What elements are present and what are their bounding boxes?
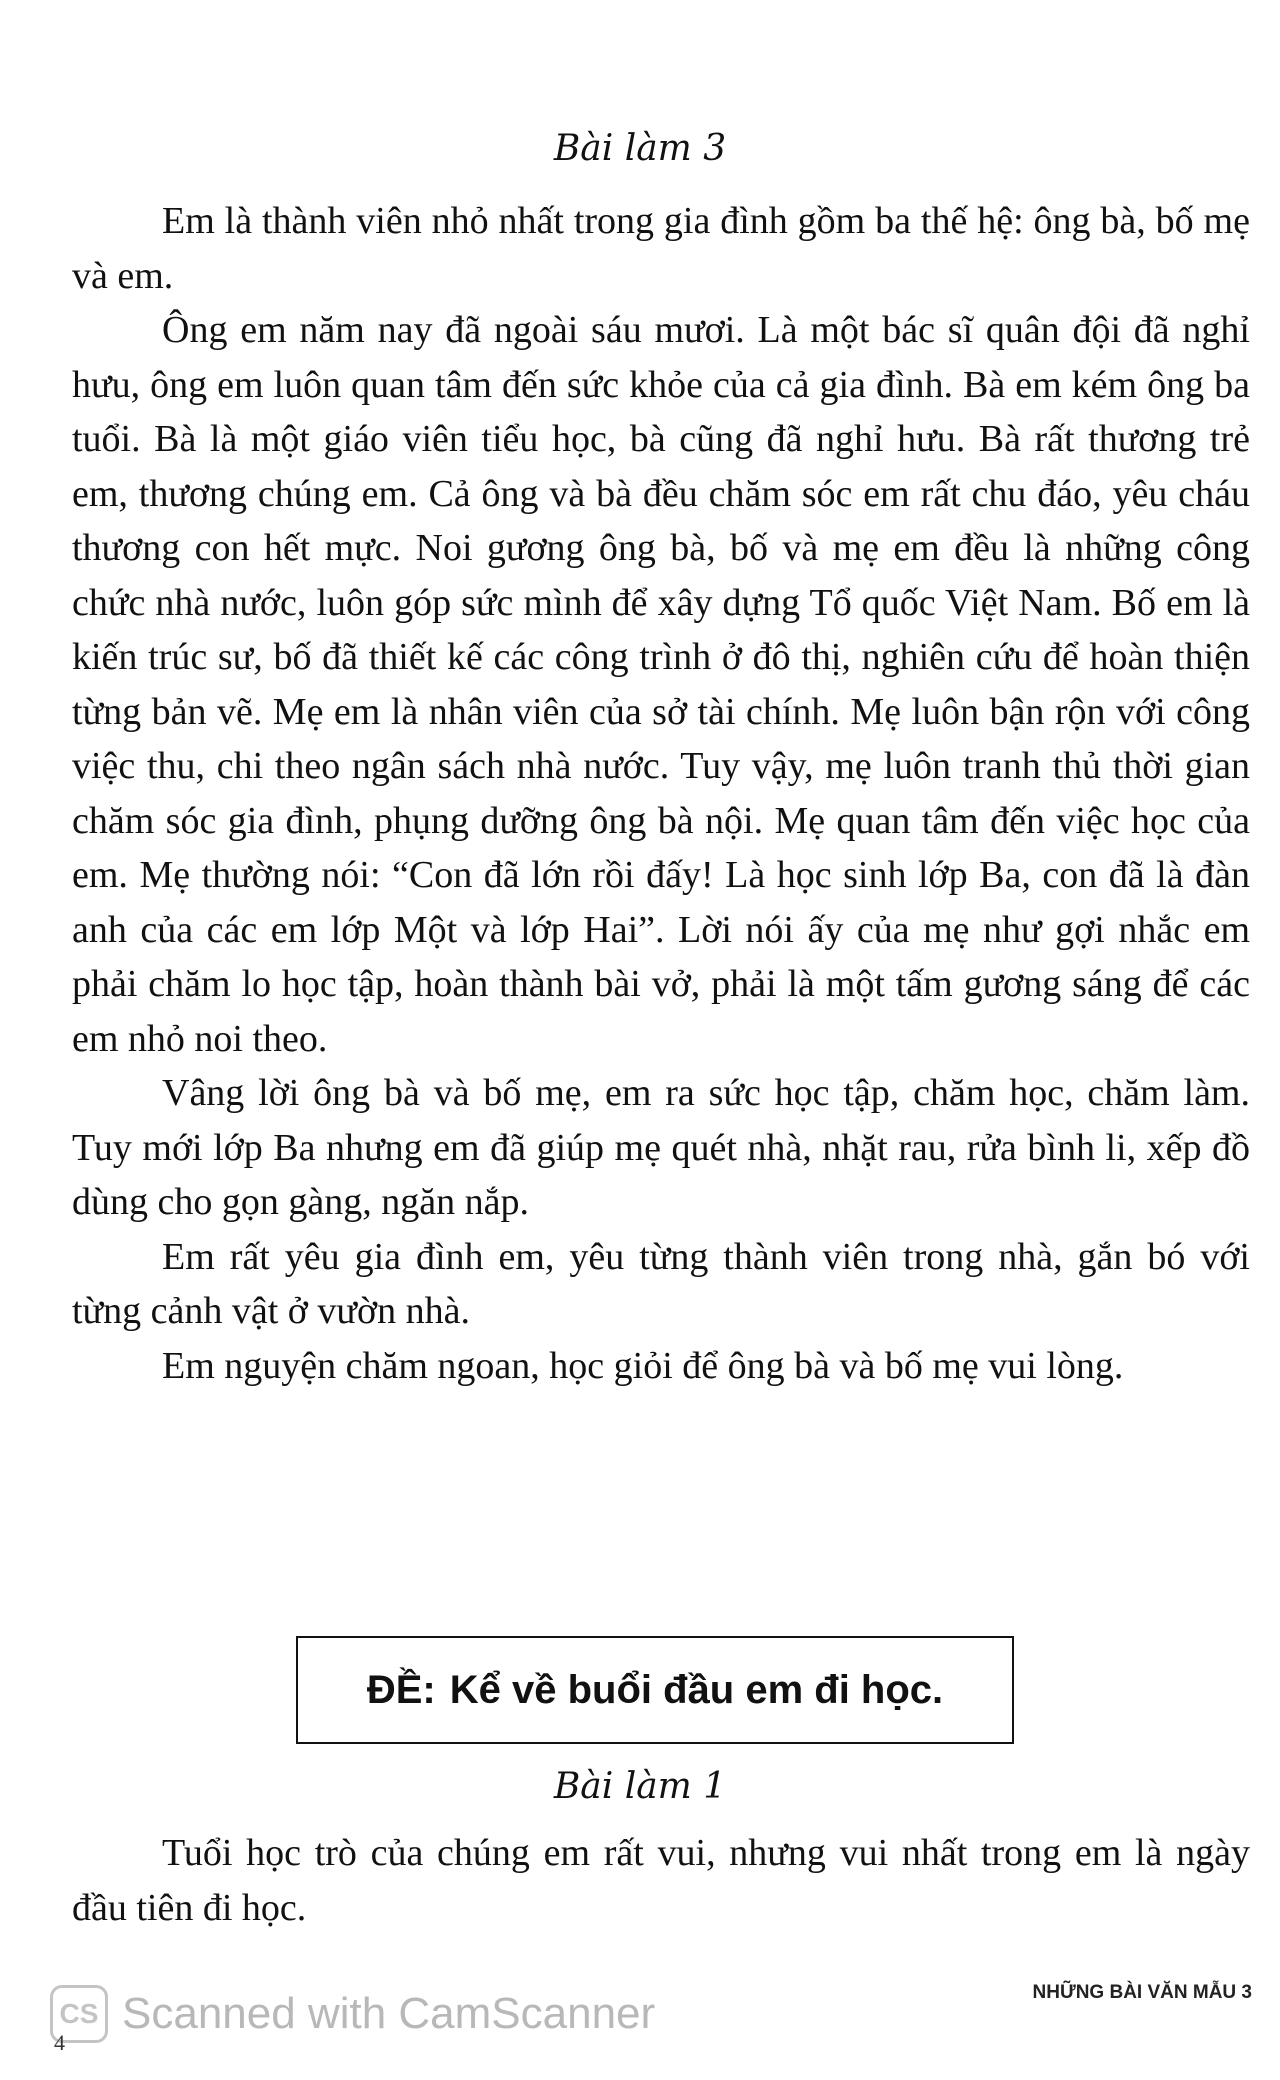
paragraph: Em rất yêu gia đình em, yêu từng thành viên trong nhà, gắn bó với từng cảnh vật ở vườn nhà.	[72, 1235, 1250, 1332]
camscanner-watermark	[50, 1985, 655, 2043]
paragraph: Em nguyện chăm ngoan, học giỏi để ông bà và bố mẹ vui lòng.	[162, 1344, 1124, 1387]
watermark-text: Scanned with CamScanner	[122, 1989, 656, 2038]
topic-box	[296, 1636, 1014, 1744]
section-heading-bai-lam-1: Bài làm 1	[553, 1766, 727, 1807]
topic-prefix: ĐỀ:	[366, 1667, 436, 1712]
paragraph: Tuổi học trò của chúng em rất vui, nhưng vui nhất trong em là ngày đầu tiên đi học.	[72, 1832, 1250, 1929]
camscanner-logo-icon: CS	[50, 1985, 108, 2043]
paragraph: Em là thành viên nhỏ nhất trong gia đình gồm ba thế hệ: ông bà, bố mẹ và em.	[72, 200, 1250, 297]
essay-body-1	[72, 194, 1250, 1393]
section-heading-bai-lam-3: Bài làm 3	[553, 128, 727, 169]
paragraph: Ông em năm nay đã ngoài sáu mươi. Là một bác sĩ quân đội đã nghỉ hưu, ông em luôn quan tâm đến sức khỏe của cả gia đình. Bà em kém ông ba tuổi. Bà là một giáo viên tiểu học, bà cũng đã nghỉ hưu. Bà rất thương trẻ em, thương chúng em. Cả ông và bà đều chăm sóc em rất chu đáo, yêu cháu thương con hết mực. Noi gương ông bà, bố và mẹ em đều là những công chức nhà nước, luôn góp sức mình để xây dựng Tổ quốc Việt Nam. Bố em là kiến trúc sư, bố đã thiết kế các công trình ở đô thị, nghiên cứu để hoàn thiện từng bản vẽ. Mẹ em là nhân viên của sở tài chính. Mẹ luôn bận rộn với công việc thu, chi theo ngân sách nhà nước. Tuy vậy, mẹ luôn tranh thủ thời gian chăm sóc gia đình, phụng dưỡng ông bà nội. Mẹ quan tâm đến việc học của em. Mẹ thường nói: “Con đã lớn rồi đấy! Là học sinh lớp Ba, con đã là đàn anh của các em lớp Một và lớp Hai”. Lời nói ấy của mẹ như gợi nhắc em phải chăm lo học tập, hoàn thành bài vở, phải là một tấm gương sáng để các em nhỏ noi theo.	[72, 309, 1250, 1060]
essay-body-2	[72, 1826, 1250, 1935]
topic-text: Kể về buổi đầu em đi học.	[449, 1667, 944, 1712]
book-title-footer: NHỮNG BÀI VĂN MẪU 3	[1032, 1982, 1252, 2003]
paragraph: Vâng lời ông bà và bố mẹ, em ra sức học tập, chăm học, chăm làm. Tuy mới lớp Ba nhưng em đã giúp mẹ quét nhà, nhặt rau, rửa bình li, xếp đồ dùng cho gọn gàng, ngăn nắp.	[72, 1072, 1250, 1223]
page-number: 4	[54, 2030, 65, 2055]
